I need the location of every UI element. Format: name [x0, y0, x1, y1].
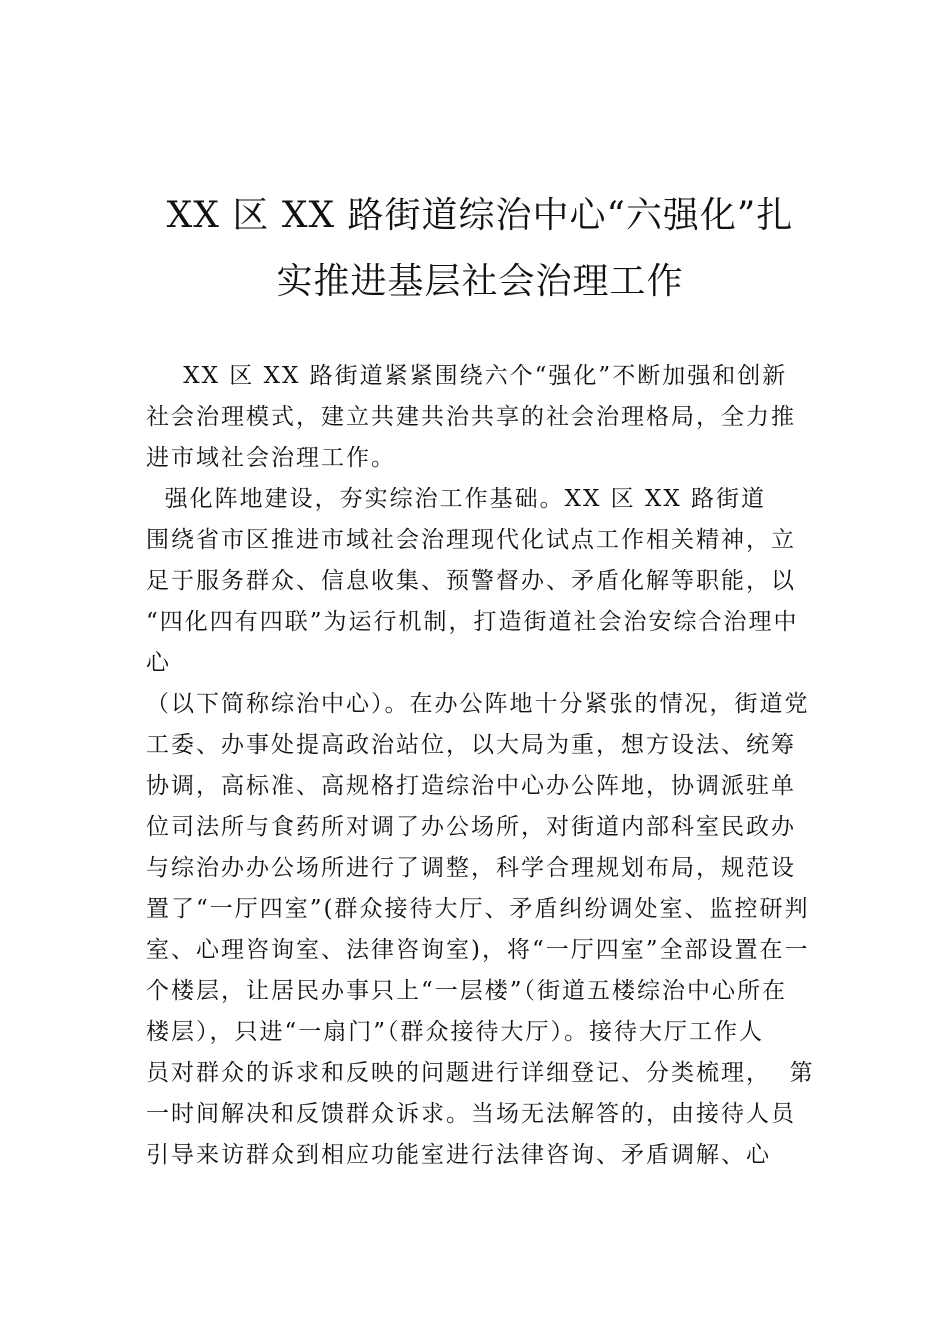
body-line: 社会治理模式，建立共建共治共享的社会治理格局，全力推 [146, 404, 796, 430]
body-line: 强化阵地建设，夯实综治工作基础。XX 区 XX 路街道 [146, 486, 767, 512]
body-line: 位司法所与食药所对调了办公场所，对街道内部科室民政办 [146, 814, 796, 840]
body-line: 进市域社会治理工作。 [146, 445, 396, 471]
body-line: 一时间解决和反馈群众诉求。当场无法解答的，由接待人员 [146, 1101, 796, 1127]
body-line: 心 [146, 650, 171, 676]
body-line: 引导来访群众到相应功能室进行法律咨询、矛盾调解、心 [146, 1142, 771, 1168]
body-line: 室、心理咨询室、法律咨询室)，将“一厅四室”全部设置在一 [146, 937, 810, 963]
body-line: 员对群众的诉求和反映的问题进行详细登记、分类梳理， 第 [146, 1060, 815, 1086]
body-line: 工委、办事处提高政治站位，以大局为重，想方设法、统筹 [146, 732, 796, 758]
body-line: 与综治办办公场所进行了调整，科学合理规划布局，规范设 [146, 855, 796, 881]
body-line: 置了“一厅四室”(群众接待大厅、矛盾纠纷调处室、监控研判 [146, 896, 810, 922]
body-line: “四化四有四联”为运行机制，打造街道社会治安综合治理中 [146, 609, 799, 635]
body-line: 个楼层，让居民办事只上“一层楼”（街道五楼综治中心所在 [146, 978, 788, 1004]
document-title-line-2: 实推进基层社会治理工作 [276, 261, 684, 302]
body-line: （以下简称综治中心）。在办公阵地十分紧张的情况，街道党 [146, 691, 810, 717]
body-line: 协调，高标准、高规格打造综治中心办公阵地，协调派驻单 [146, 773, 796, 799]
body-line: 楼层），只进“一扇门”（群众接待大厅）。接待大厅工作人 [146, 1019, 765, 1045]
body-line: 足于服务群众、信息收集、预警督办、矛盾化解等职能，以 [146, 568, 796, 594]
document-title-line-1: XX 区 XX 路街道综治中心“六强化”扎 [166, 195, 794, 236]
document-body [146, 356, 826, 1176]
body-line: 围绕省市区推进市域社会治理现代化试点工作相关精神，立 [146, 527, 796, 553]
body-line: XX 区 XX 路街道紧紧围绕六个“强化”不断加强和创新 [146, 363, 788, 389]
